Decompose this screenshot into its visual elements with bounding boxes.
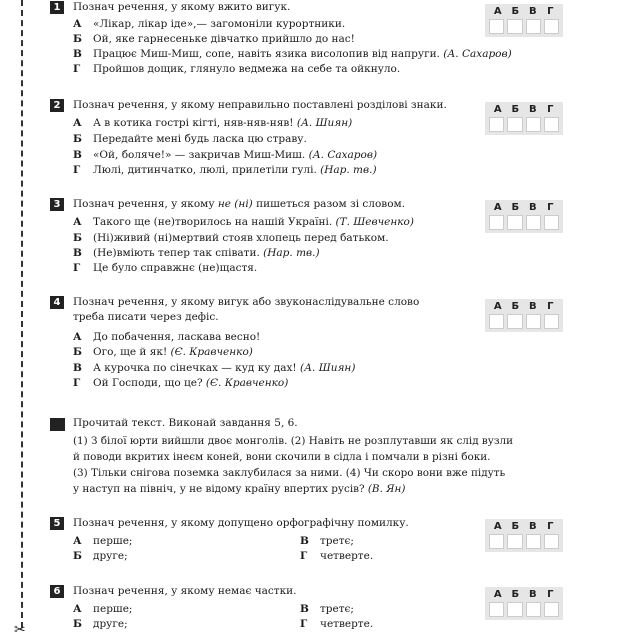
- answer-header: А: [493, 301, 502, 312]
- answer-cell[interactable]: [507, 215, 522, 230]
- scissors-icon: ✂: [14, 622, 26, 638]
- option-text: друге;: [93, 550, 128, 562]
- answer-header: Б: [511, 589, 520, 600]
- answer-cell[interactable]: [507, 534, 522, 549]
- reading-instruction: Прочитай текст. Виконай завдання 5, 6.: [73, 417, 298, 429]
- prompt-emphasis: не (ні): [217, 198, 253, 210]
- option-text: Передайте мені будь ласка цю страву.: [93, 133, 307, 145]
- option-d[interactable]: [73, 62, 400, 77]
- answer-cell[interactable]: [489, 215, 504, 230]
- option-text: перше;: [93, 535, 133, 547]
- option-text: третє;: [320, 535, 354, 547]
- option-c[interactable]: [73, 246, 320, 261]
- answer-header: А: [493, 104, 502, 115]
- answer-header: Б: [511, 202, 520, 213]
- answer-header: В: [528, 589, 537, 600]
- option-b[interactable]: [73, 617, 128, 632]
- option-letter: Г: [73, 164, 81, 176]
- answer-header: В: [528, 301, 537, 312]
- option-text: четверте.: [320, 618, 374, 630]
- option-letter: Г: [73, 63, 81, 75]
- option-b[interactable]: [73, 231, 389, 246]
- answer-grid: [485, 587, 563, 620]
- answer-cell[interactable]: [526, 314, 541, 329]
- answer-cell[interactable]: [544, 19, 559, 34]
- passage-source: (В. Ян): [367, 483, 406, 495]
- option-d[interactable]: [73, 163, 377, 178]
- answer-cell[interactable]: [526, 117, 541, 132]
- option-c[interactable]: [73, 148, 377, 163]
- answer-header: А: [493, 202, 502, 213]
- answer-header: Г: [547, 104, 554, 115]
- option-c[interactable]: [73, 47, 512, 62]
- option-text: (Не)вміють тепер так співати.: [93, 247, 264, 259]
- answer-cell[interactable]: [544, 534, 559, 549]
- passage-line: (1) З білої юрти вийшли двоє монголів. (2) Навіть не розплутавши як слід вузли: [73, 435, 514, 447]
- option-a[interactable]: [73, 602, 132, 617]
- option-text: третє;: [320, 603, 354, 615]
- option-letter: В: [73, 362, 82, 374]
- answer-cell[interactable]: [544, 602, 559, 617]
- answer-cell[interactable]: [507, 602, 522, 617]
- prompt-text: пишеться разом зі словом.: [252, 198, 406, 210]
- passage-text: у наступ на північ, у не відому країну впертих русів?: [73, 483, 368, 495]
- answer-cell[interactable]: [526, 19, 541, 34]
- answer-cell[interactable]: [489, 602, 504, 617]
- answer-cell[interactable]: [544, 314, 559, 329]
- answer-header: В: [528, 6, 537, 17]
- option-letter: А: [73, 603, 82, 615]
- option-letter: В: [73, 247, 82, 259]
- option-text: Ой Господи, що це?: [93, 377, 206, 389]
- answer-grid: [485, 4, 563, 37]
- option-b[interactable]: [73, 132, 307, 147]
- answer-header: А: [493, 589, 502, 600]
- answer-cell[interactable]: [526, 534, 541, 549]
- option-c[interactable]: [73, 361, 355, 376]
- option-letter: Г: [300, 550, 308, 562]
- answer-cell[interactable]: [544, 215, 559, 230]
- answer-cell[interactable]: [544, 117, 559, 132]
- option-a[interactable]: [73, 215, 414, 230]
- option-source: (Нар. тв.): [263, 247, 320, 259]
- answer-header: А: [493, 521, 502, 532]
- option-letter: А: [73, 331, 82, 343]
- option-letter: Г: [300, 618, 308, 630]
- option-source: (Нар. тв.): [320, 164, 377, 176]
- option-c[interactable]: [300, 602, 354, 617]
- task-number: 6: [50, 585, 64, 598]
- option-source: (А. Шиян): [296, 117, 353, 129]
- task-prompt: [73, 197, 405, 212]
- answer-cell[interactable]: [507, 314, 522, 329]
- answer-header: В: [528, 521, 537, 532]
- answer-header: Б: [511, 6, 520, 17]
- option-text: перше;: [93, 603, 133, 615]
- option-text: Ого, ще й як!: [93, 346, 171, 358]
- answer-cell[interactable]: [489, 117, 504, 132]
- option-source: (А. Сахаров): [308, 149, 378, 161]
- option-d[interactable]: [300, 617, 373, 632]
- option-letter: Б: [73, 550, 82, 562]
- option-b[interactable]: [73, 32, 355, 47]
- option-letter: А: [73, 535, 82, 547]
- answer-header: В: [528, 202, 537, 213]
- answer-header: Г: [547, 589, 554, 600]
- task-number: 5: [50, 517, 64, 530]
- task-number: 2: [50, 99, 64, 112]
- passage-line: [73, 482, 405, 498]
- option-text: Пройшов дощик, глянуло ведмежа на себе та ойкнуло.: [93, 63, 401, 75]
- option-text: Працює Миш-Миш, сопе, навіть язика висолопив від напруги.: [93, 48, 444, 60]
- option-source: (Є. Кравченко): [170, 346, 253, 358]
- option-text: До побачення, ласкава весно!: [93, 331, 261, 343]
- option-a[interactable]: [73, 534, 132, 549]
- option-text: Такого ще (не)творилось на нашій Україні.: [93, 216, 336, 228]
- answer-header: Г: [547, 6, 554, 17]
- option-a[interactable]: [73, 330, 260, 345]
- prompt-text: Познач речення, у якому: [73, 198, 218, 210]
- option-a[interactable]: [73, 17, 345, 32]
- answer-grid: [485, 299, 563, 332]
- option-b[interactable]: [73, 549, 128, 564]
- task-prompt: Познач речення, у якому вигук або звуконаслідувальне слово: [73, 296, 420, 308]
- answer-grid: [485, 519, 563, 552]
- answer-header: Б: [511, 104, 520, 115]
- option-c[interactable]: [300, 534, 354, 549]
- task-prompt: треба писати через дефіс.: [73, 311, 219, 323]
- task-prompt: Познач речення, у якому вжито вигук.: [73, 1, 291, 13]
- passage-line: й поводи вкритих інеєм коней, вони скочили в сідла і помчали в різні боки.: [73, 451, 491, 463]
- option-d[interactable]: [73, 261, 257, 276]
- option-letter: Б: [73, 232, 82, 244]
- task-number: 4: [50, 296, 64, 309]
- option-letter: Б: [73, 33, 82, 45]
- answer-header: А: [493, 6, 502, 17]
- option-text: «Лікар, лікар іде»,— загомоніли курортники.: [93, 18, 346, 30]
- option-letter: В: [300, 603, 309, 615]
- answer-header: Г: [547, 301, 554, 312]
- answer-header: В: [528, 104, 537, 115]
- option-text: Ой, яке гарнесеньке дівчатко прийшло до нас!: [93, 33, 355, 45]
- option-letter: Г: [73, 262, 81, 274]
- option-d[interactable]: [73, 376, 288, 391]
- option-letter: Б: [73, 346, 82, 358]
- option-letter: А: [73, 18, 82, 30]
- option-text: Це було справжнє (не)щастя.: [93, 262, 258, 274]
- option-source: (Т. Шевченко): [335, 216, 414, 228]
- option-source: (А. Сахаров): [443, 48, 512, 60]
- answer-cell[interactable]: [507, 117, 522, 132]
- option-source: (А. Шиян): [299, 362, 356, 374]
- option-text: четверте.: [320, 550, 374, 562]
- option-letter: Б: [73, 133, 82, 145]
- answer-cell[interactable]: [526, 215, 541, 230]
- option-a[interactable]: [73, 116, 352, 131]
- option-letter: А: [73, 216, 82, 228]
- answer-cell[interactable]: [489, 534, 504, 549]
- task-number: 1: [50, 1, 64, 14]
- answer-grid: [485, 200, 563, 233]
- answer-cell[interactable]: [489, 19, 504, 34]
- section-marker: [50, 418, 65, 431]
- option-letter: В: [73, 149, 82, 161]
- option-b[interactable]: [73, 345, 253, 360]
- answer-header: Г: [547, 521, 554, 532]
- option-letter: В: [300, 535, 309, 547]
- option-d[interactable]: [300, 549, 373, 564]
- option-source: (Є. Кравченко): [205, 377, 289, 389]
- task-prompt: Познач речення, у якому неправильно поставлені розділові знаки.: [73, 99, 447, 111]
- task-number: 3: [50, 198, 64, 211]
- cut-line: [21, 0, 23, 628]
- option-text: А курочка по сінечках — куд ку дах!: [93, 362, 300, 374]
- option-text: друге;: [93, 618, 128, 630]
- answer-cell[interactable]: [526, 602, 541, 617]
- answer-cell[interactable]: [489, 314, 504, 329]
- option-text: Люлі, дитинчатко, люлі, прилетіли гулі.: [93, 164, 321, 176]
- passage-line: (3) Тільки снігова поземка заклубилася за ними. (4) Чи скоро вони вже підуть: [73, 467, 506, 479]
- answer-cell[interactable]: [507, 19, 522, 34]
- option-text: (Ні)живий (ні)мертвий стояв хлопець перед батьком.: [93, 232, 389, 244]
- answer-grid: [485, 102, 563, 135]
- option-letter: Г: [73, 377, 81, 389]
- answer-header: Г: [547, 202, 554, 213]
- task-prompt: Познач речення, у якому немає частки.: [73, 585, 297, 597]
- option-letter: В: [73, 48, 82, 60]
- option-letter: Б: [73, 618, 82, 630]
- option-text: «Ой, боляче!» — закричав Миш-Миш.: [93, 149, 309, 161]
- option-text: А в котика гострі кігті, няв-няв-няв!: [93, 117, 297, 129]
- task-prompt: Познач речення, у якому допущено орфографічну помилку.: [73, 517, 409, 529]
- option-letter: А: [73, 117, 82, 129]
- answer-header: Б: [511, 521, 520, 532]
- answer-header: Б: [511, 301, 520, 312]
